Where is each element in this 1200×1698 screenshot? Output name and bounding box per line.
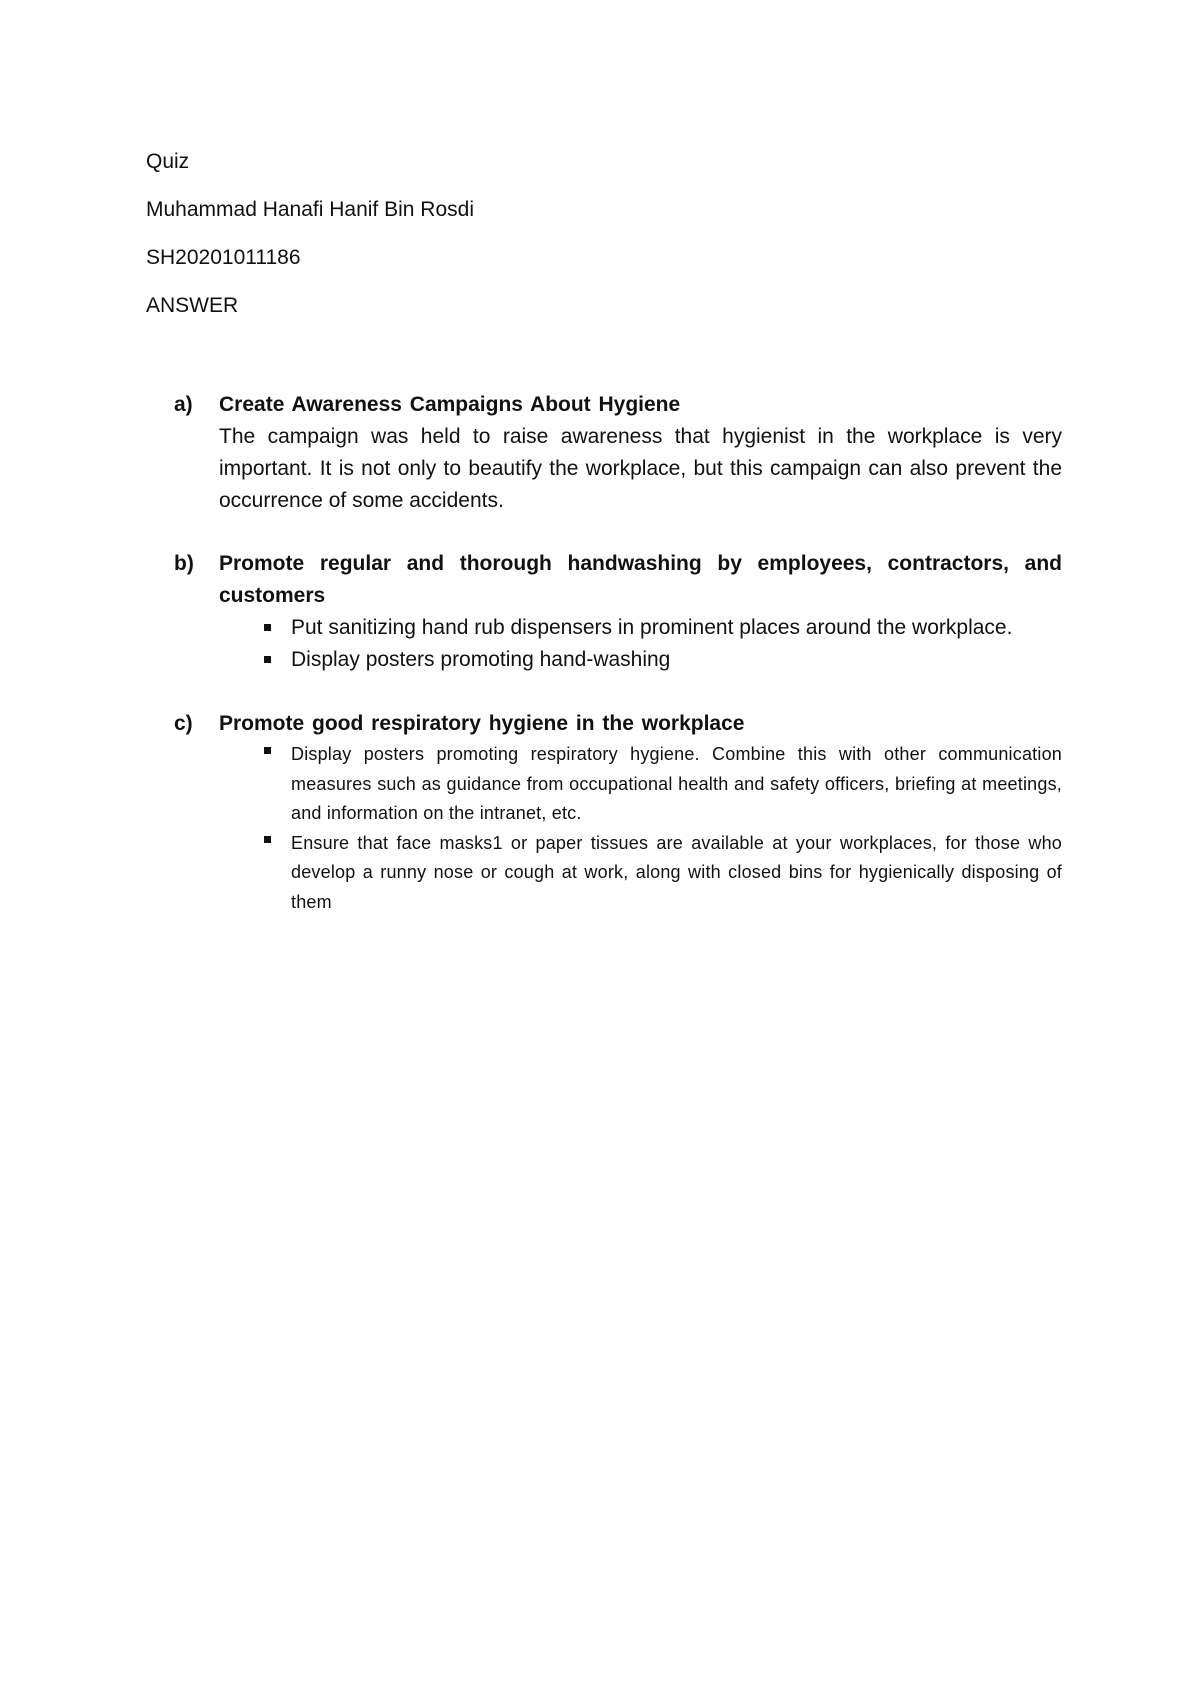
answer-section-a xyxy=(174,389,1062,517)
section-marker: b) xyxy=(174,552,194,575)
quiz-title: Quiz xyxy=(146,150,190,173)
square-bullet-icon xyxy=(264,624,271,631)
bullet-text: Display posters promoting respiratory hygiene. Combine this with other communication measures such as guidance from occupational health and safety officers, briefing at meetings, and information on the intranet, etc. xyxy=(291,744,1062,823)
bullet-list xyxy=(219,612,1062,676)
answer-section-b xyxy=(174,548,1062,676)
answer-section-c xyxy=(174,708,1062,917)
bullet-text: Ensure that face masks1 or paper tissues are available at your workplaces, for those who develop a runny nose or cough at work, along with closed bins for hygienically disposing of them xyxy=(291,832,1062,912)
section-heading: Promote regular and thorough handwashing by employees, contractors, and customers xyxy=(219,552,1062,607)
list-item xyxy=(219,612,1062,644)
student-id: SH20201011186 xyxy=(146,246,301,269)
bullet-text: Put sanitizing hand rub dispensers in prominent places around the workplace. xyxy=(291,616,1013,639)
answer-label: ANSWER xyxy=(146,294,239,317)
section-marker: c) xyxy=(174,712,193,735)
list-item xyxy=(219,829,1062,918)
bullet-text: Display posters promoting hand-washing xyxy=(291,648,671,671)
student-name: Muhammad Hanafi Hanif Bin Rosdi xyxy=(146,198,474,221)
square-bullet-icon xyxy=(264,747,271,754)
section-heading: Create Awareness Campaigns About Hygiene xyxy=(219,393,681,416)
section-paragraph: The campaign was held to raise awareness that hygienist in the workplace is very important. It is not only to beautify the workplace, but this campaign can also prevent the occurrence of some accidents. xyxy=(219,425,1062,512)
square-bullet-icon xyxy=(264,836,271,843)
section-heading: Promote good respiratory hygiene in the workplace xyxy=(219,712,745,735)
square-bullet-icon xyxy=(264,656,271,663)
list-item xyxy=(219,644,1062,676)
list-item xyxy=(219,740,1062,829)
bullet-list xyxy=(219,740,1062,917)
section-marker: a) xyxy=(174,393,193,416)
